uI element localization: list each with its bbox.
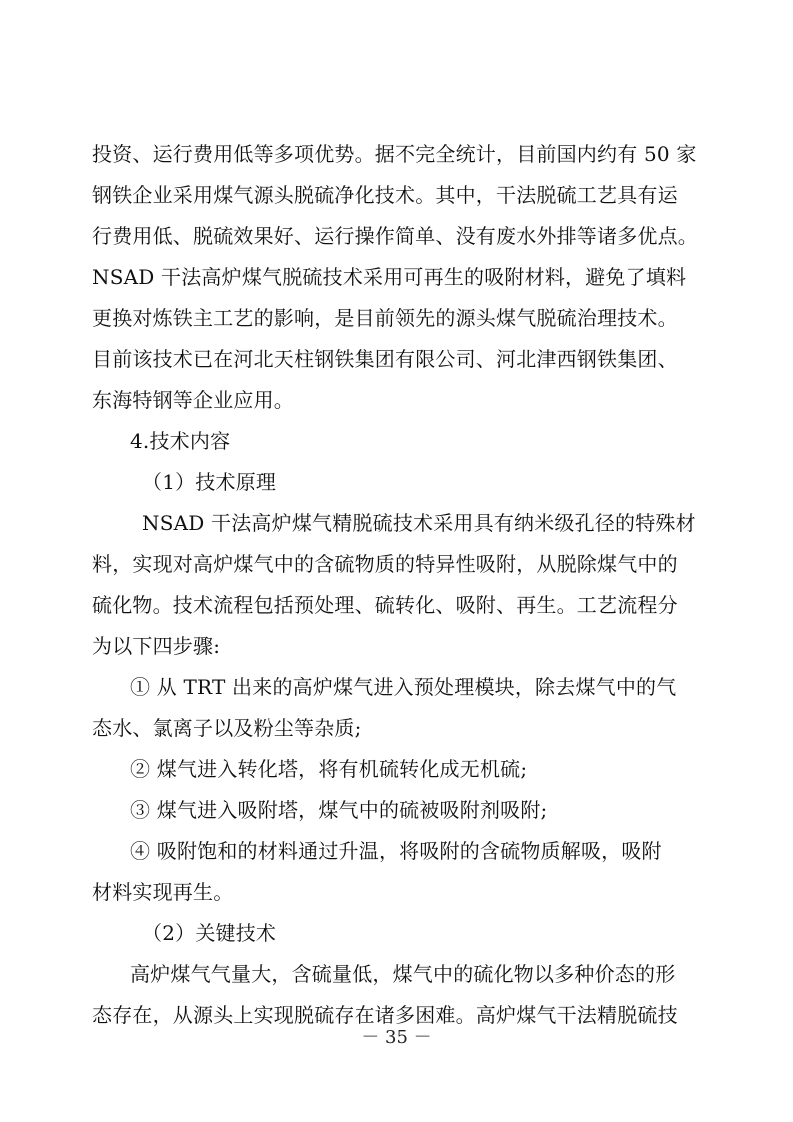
subsection-heading: （1）技术原理 bbox=[142, 470, 277, 494]
text-line: 目前该技术已在河北天柱钢铁集团有限公司、河北津西钢铁集团、 bbox=[92, 347, 678, 371]
text-line: 材料实现再生。 bbox=[92, 880, 234, 904]
text-line: 料，实现对高炉煤气中的含硫物质的特异性吸附，从脱除煤气中的 bbox=[92, 552, 678, 576]
text-line: 钢铁企业采用煤气源头脱硫净化技术。其中，干法脱硫工艺具有运 bbox=[92, 183, 678, 207]
text-line: NSAD 干法高炉煤气精脱硫技术采用具有纳米级孔径的特殊材 bbox=[142, 511, 696, 535]
list-item: ② 煤气进入转化塔，将有机硫转化成无机硫; bbox=[130, 757, 528, 781]
section-heading: 4.技术内容 bbox=[130, 429, 231, 453]
text-line: 更换对炼铁主工艺的影响，是目前领先的源头煤气脱硫治理技术。 bbox=[92, 306, 678, 330]
text-line: 为以下四步骤: bbox=[92, 634, 221, 658]
list-item: ① 从 TRT 出来的高炉煤气进入预处理模块，除去煤气中的气 bbox=[130, 675, 677, 699]
text-line: 东海特钢等企业应用。 bbox=[92, 388, 294, 412]
text-line: NSAD 干法高炉煤气脱硫技术采用可再生的吸附材料，避免了填料 bbox=[92, 265, 687, 289]
text-line: 硫化物。技术流程包括预处理、硫转化、吸附、再生。工艺流程分 bbox=[92, 593, 678, 617]
text-line: 行费用低、脱硫效果好、运行操作简单、没有废水外排等诸多优点。 bbox=[92, 224, 698, 248]
body-text bbox=[92, 134, 704, 1036]
subsection-heading: （2）关键技术 bbox=[142, 921, 277, 945]
text-line: 态水、氯离子以及粉尘等杂质; bbox=[92, 716, 362, 740]
text-line: 高炉煤气气量大，含硫量低，煤气中的硫化物以多种价态的形 bbox=[130, 962, 676, 986]
page-number: － 35 － bbox=[361, 1027, 432, 1048]
list-item: ④ 吸附饱和的材料通过升温，将吸附的含硫物质解吸，吸附 bbox=[130, 839, 662, 863]
text-line: 投资、运行费用低等多项优势。据不完全统计，目前国内约有 50 家 bbox=[92, 142, 697, 166]
text-line: 态存在，从源头上实现脱硫存在诸多困难。高炉煤气干法精脱硫技 bbox=[92, 1003, 678, 1027]
list-item: ③ 煤气进入吸附塔，煤气中的硫被吸附剂吸附; bbox=[130, 798, 548, 822]
